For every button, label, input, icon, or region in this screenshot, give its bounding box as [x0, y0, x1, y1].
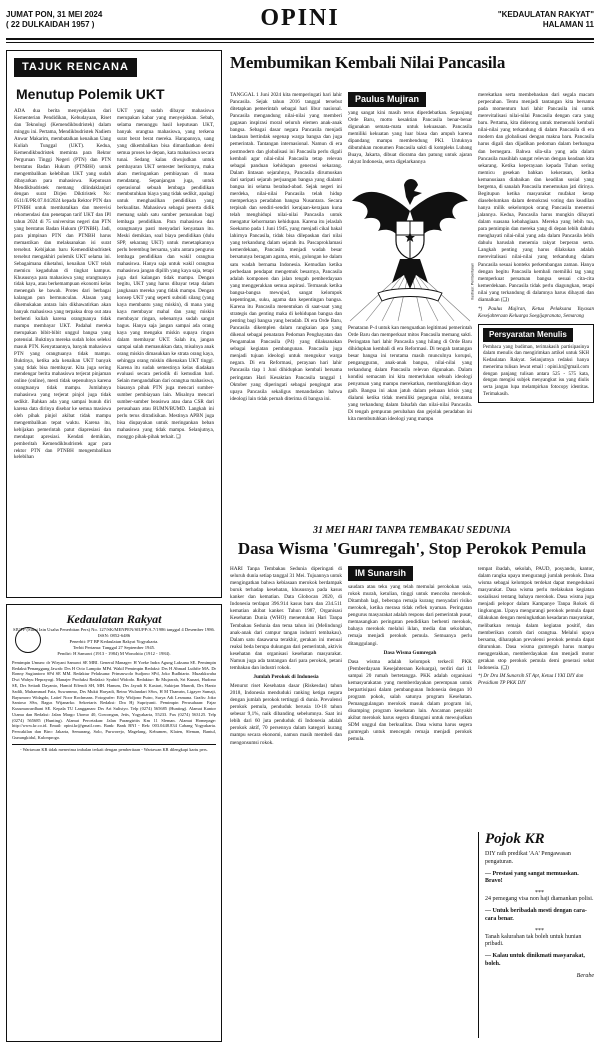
redaksi-paper-name: Kedaulatan Rakyat: [66, 612, 162, 626]
kr-emblem-icon: [15, 627, 41, 653]
writing-requirements-label: Persyaratan Menulis: [483, 328, 573, 342]
pojok-item-3: Tanah kalurahan tak boleh untuk hunian pribadi.: [485, 933, 582, 948]
date-text: JUMAT PON, 31 MEI 2024: [6, 10, 103, 19]
second-column-2b: Dasa wisma adalah kelompok terkecil PKK (Pemberdayaan Kesejahteraan Keluarga), terdiri dari 11 sampai 20 rumah bertetangga. PKK adalah organisasi kemasyarakatan yang memberdayakan perempuan untuk berpartisipasi dalam pembangunan Indonesia dengan 10 program pokok, salah satunya program Kesehatan. Pemanggulangan merokok masuk dalam program ini, disamping program kesehatan lain. Ancaman penyakit akibat merokok harus segera ditangani untuk mewujudkan SDM unggul dan berkualitas. Dasa wisma harus segera gumregah untuk mencegah remaja menjadi perokok pemula.: [348, 658, 472, 743]
main-column-3a: merekatkan serta membebaskan dari segala macam perpecahan. Tentu menjadi tantangan kita bersama pada momentum hari lahir Pancasila ini untuk merevitalisasi nilai-nilai Pancasila dengan cara yang baru. Pertama, kita diderong untuk memenuhi kembali nilai-nilai yang terkandung di dalam Pancasila di era modern dan globalisasi dengan makna baru. Pancasila harus digali dan dijadikan pedoman dalam berbangsa dan bernegara. Bahwa sila-sila yang ada dalam Pancasila masihlah sangat relevan dengan keadaan kita sekarang. Ketika keperayaan kepada Tuhan sering memicu gesekan bahkan kekerasan, ketika kemanusiaan diabaikan dan keadilan sosial yang bergema, di sanalah Pancasila menemukan jati dirinya. Begitupun ketika masyarakat mufakat kerap diasebelumkan dalam demokrasi voting dan keadilan hanya milik sekelompok orang Pancasila menemui jalannya. Kedua, Pancasila harus mungkin dihayati dalam suasana kebahagiaan. Mereka yang lebih tua, para pemimpin dan mereka yang di depan lebih dahulu menghayati nilai-nilai yang ada dalam Pancasila lebih dahulu haruslah menemia rakyat berperan serta. Langkah penting yang harus dilakukan adalah merevitalisasi nilai-nilai yang terkandung dalam Pancasila sesuai konteks perkembangan zaman. Hanya dengan begitu Pancasila kembali memiliki tag yang memperkuat persatuan bangsa sesuai cita-cita kemerdekaan. Pancasila tidak perlu diagungkan, tetapi nilai yang terkandung di dalamnya harus dihayati dan diamalkan (❑): [478, 92, 594, 303]
redaksi-footer: - Wartawan KR tidak menerima imbalan terkait dengan pemberitaan - Wartawan KR dilengkapi kartu pers.: [12, 744, 216, 753]
pojok-separator-1: ***: [535, 890, 544, 897]
redaksi-publisher: Penerbit: PT BP Kedaulatan Rakyat Yogyakarta.: [69, 638, 159, 644]
second-subhead-2: Dasa Wisma Gumregah: [383, 649, 437, 656]
second-article: [230, 566, 594, 826]
masthead: [6, 4, 594, 46]
pojok-item-1: DIY raih predikat 'AA' Pengawasan pengaturan.: [485, 851, 571, 865]
editorial-title: Menutup Polemik UKT: [16, 86, 165, 102]
redaksi-staff: Pemimpin Umum: dr Wiryani Samawi SE MBI. General Manager: H Yoeke Indra Agung Laksana SE. Pemimpin Redaksi/Penanggung Jawab: Drs H Octo Lampito MPd. Wakil Pemimpin Redaksi: Drs H Ahmad Luthfie MA. Dr Ronny Sugiantoro SPd SE MM. Redaktur Pelaksana: Primaswolo Sudjono SPd, Joko Budhiarto. Muzakkwaha Dwi Wahyu Heprayogi. Manajer Produksi Redaksi: Syahid Widodo. Redaktur: Rr Mujarrah, Sri Kunari, Hudono SE, Drs Setiadi Dayanto, Hamid Effendi SH, MH. Hanum, Drs Jayadi K Kastari, Sukirjan Munrdi, Drs Hanto Sadili, Muhammad Faiz, Suwarnmo, Drs Mukti Haryadi, Retno Wulandari SSos, H M Thamrin, Ligayer Sumaji, Bayumoro Widagdo, Latief Noor Rochmans. Fotografer: Effy Widjono Putro, Surya Adi Lesmana. Grafis: Joko Santoso SSn, Bagus Wijanarko. Sekretaris Redaksi: Dra Hj Supriyanti. Pemimpin Perusahaan: Fajar Kusumawardhani SE. Kepala TU Langganan: Drs Ari Sulistyo. Telp (0274) 565685 (Hunting). Alamat Kantor Utama dan Redaksi: Jalan Margo Utomo 40, Gowongan, Jetis, Yogyakarta, 55233. Fax (0274) 563125. Telp (0274) 565685 (Hunting). Alamat Percetakan: Jalan Parangtritis Km 11 Sleman. Alamat Homepage: http://www.kr.co.id. Email: opini.kr@gmail.com. Bank: Bank BNI - Rek: 003.0448.834 Cabang Yogyakarta. Perwakilan dan Biro: Jakarta, Semarang, Solo, Purworejo, Magelang, Kebumen, Klaten, Sleman, Bantul, Gunungkidul, Kulonprogo.: [12, 659, 216, 740]
second-headline: Dasa Wisma 'Gumregah', Stop Perokok Pemula: [237, 539, 587, 558]
main-column-2a: yang sangat kini masih terus diperdebatkan. Sepanjang Orde Baru, motto kesaktian Pancasila benar-benar digunakan semata-mata untuk kekuasaan. Pancasila memiliki kekuatan yang luar biasa dan ampuh karena dipandang mampu membendung PKI. Untuknya dibutuhkan monumen Pancasila sakti di kompleks Lubang Buaya, Jakarta, dibuat diorama dan patung untuk ajaran rakyat Indonesia, serta digelarkannya: [348, 110, 472, 166]
main-signature: *) Paulus Mujiran, Ketua Pelaksana Yayasan Kesejahteraan Keluarga Soegijapranata, Semarang: [478, 305, 594, 319]
main-column-2b: Penataran P-4 untuk kan menguatkan legitimasi pemerintah Orde Baru dan memperkuat mitos Pancasila memang sakti. Peringatan hari lahir Pancasila yang hilang di Orde Baru dihidupkan kembali di era Reformasi. Di tengah tantangan besar bangsa ini terutama masih munculnya korupsi, pengangguran, anak-anak bangsa, nilai-nilai yang terkandung dalam Pancasila relevan digunakan. Dalam kondisi semacam ini kita memerlukan sebuah ideologi penyatuan yang mampu merekatkan, membangkitkan daya gaib. Bangsa ini akan jatuh dalam peluaan krisis yang dialami ketika tidak memiliki pegangan nilai, terutama yang terkandung dalam falsafah dan nilai-nilai Pancasila. Di tengah gempuran perubahan dan gejolak peradaban ini kita membutuhkan ideologi yang mampu: [348, 324, 472, 423]
pojok-response-3: — Kalau untuk dinikmati masyarakat, boleh.: [485, 953, 585, 967]
second-signature: *) Dr Dra IM Sunarsih ST Apt, Ketua I YKI DIY dan Presidium TP PKK DIY: [478, 673, 584, 686]
edition-text: ( 22 DULKAIDAH 1957 ): [6, 20, 95, 29]
masthead-rule-thin: [6, 42, 594, 43]
second-kicker: 31 MEI HARI TANPA TEMBAKAU SEDUNIA: [313, 525, 511, 536]
editorial-box: [6, 50, 222, 598]
page-number: HALAMAN 11: [542, 20, 594, 29]
second-subhead-1: Jumlah Perokok di Indonesia: [253, 673, 319, 680]
section-title: OPINI: [260, 5, 340, 31]
main-article: [230, 92, 594, 518]
second-column-3: [478, 566, 594, 826]
second-column-1b: Menurut riset Kesehatan dasar (Riskesdas) tahun 2018, Indonesia menduduki ranking ketiga negara dengan jumlah perokok tertinggi di dunia. Prevalensi perokok pemula, penduduk berusia 10-18 tahun sebesar 9,1%, naik dibanding sebelumnya. Saat ini lebih dari 60 juta penduduk di Indonesia adalah perokok aktif, 70 persennya dalam kategori kurang mampu secara ekonomi, namun masih membeli dan mengonsumsi rokok.: [230, 683, 342, 746]
second-column-3a: tempat ibadah, sekolah, PAUD, posyandu, kantor, dalam rangka upaya mengurangi jumlah perokok. Dasa wisma sebagai kelompok terdekat dapat mengedukasi masyarakat. Dasa wisma perlu melakukan kegiatan sosialisasi tentang bahaya merokok. Dasa wisma juga menjadi pelopor dalam Kampanye Tanpa Rokok di lingkungan. Upaya mengurangi perokok pemula dapat dilakukan dengan meningkatkan kesadaran masyarakat, melibatkan remaja dalam kegiatan positif, dan memberikan contoh dari orangtua. Melalui upaya bersama, diharapkan prevalensi perokok pemula dapat diturunkan. Dasa wisma gumregah harus mampu menggerakkan, memberdayakan dan menjadi motor gerakan stop perokok pemula demi generasi sehat Indonesia. (❑): [478, 566, 594, 671]
second-column-1a: HARI Tanpa Tembakau Sedunia diperingati di seluruh dunia setiap tanggal 31 Mei. Tujuannya untuk mengingatkan bahwa kebiasaan merokok berdampak buruk terhadap kesehatan, khususnya pada kasus kanker dan kematian. Data Globocan 2020, di Indonesia terdapat 396.914 kasus baru dan 234.511 kematian akibat kanker. Tahun 1987, Organisasi Kesehatan Dunia (WHO) menentukan Hari Tanpa Tembakau Sedunia dan tema tahun ini (Melindungi anak-anak dari campur tangan industri tembakau). Dalam satu dasawarsa terakhir, gerakan ini menuai reaksi beda berupa dukungan dari pemerintah, aktivis kesehatan dan organisasi kesehatan masyarakat. Namun juga ada tantangan dari para perokok, petani tembakau dan industri rokok.: [230, 566, 342, 671]
main-column-2: [348, 92, 475, 518]
main-column-1: TANGGAL 1 Juni 2024 kita memperingati hari lahir Pancasila. Sejak tahun 2016 tanggal tersebut ditetapkan pemerintah sebagai hari libur nasional. Pancasila mengandung nilai-nilai yang memberi gagasan inspirasi moral seluruh elemen anak-anak bangsa. Sebagai dasar negara Pancasila menjadi landasan bertindak segenap warga bangsa dan juga pemerintah. Tantangan internasional. Namun di era postmodern dan globalisasi ini Pancasila perlu digali kembali agar nilai-nilai Pancasila tetap relevan sebagai panduan kehidupan generasi sekarang. Dalam lintasan sejarahnya, Pancasila dirumuskan dari saripati sejarah perjuangan bangsa yang dialami bangsa ini selama berabad-abad. Sejak negeri ini merdeka, nilai-nilai Pancasila telah hidup memperkaya peradaban bangsa Nusantara. Secara terpisah dan sendiri-sendiri kerajaan-kerajaan kuna telah menghidupi nilai-nilai Pancasila untuk mengatur kehormatan kehidupan. Karena itu jelaslah Soekarno pada 1 Juni 1945, yang menjadi cikal bakal lahirnya Pancasila, tidak bisa dilepaskan dari nilai yang terkandung dalam sejarah itu. Pascaproklamasi kemerdekaan, Pancasila menjadi wadah besar bersatunya beragam agama, etnis, golongan ke dalam satu wadah bernama Indonesia. Kemudian ketika perbedaan pendapat mengemuk besarnya, Pancasila adalah komponen dan jalan tengah pemberdayaan yang menggerakkan semua aspirasi. Termasuk ketika bangsa-bangsa mewujud, sangat kelompok kepentingan, suku, agama dan kepentingan bangsa. Karena itu Pancasila menentukan di saat-saat yang strategis dan genting maka di kehidupan bangsa dan penting bagi bangsa yang beradab. Di era Orde Baru, Pancasila dikemplen dalam rangkaian apa yang dikenal sebagai penataran Pedoman Penghayatan dan Pengamalan Pancasila (P4) yang dilaksanakan sebagai kegiatan pembangunan. Pancasila juga menjadi tujuan ideologi untuk mengukur warga negara. Di era Reformasi, perayaan hari lahir Pancasila tiap 1 Juni dihidupkan kembali bersama peringatan Hari Kesaktian Pancasila tanggal 1 Oktober yang diperingati sebagai pengingat atas upaya Pancasila sekaligus menandaskan bahwa ideologi lain tidak pernah diterima di bangsa ini.: [230, 92, 342, 402]
main-byline: Paulus Mujiran: [348, 92, 426, 107]
illustration-caption: Ilustrasi: Pembentukan: [471, 262, 475, 300]
editorial-label: TAJUK RENCANA: [14, 58, 137, 77]
pojok-item-2: 24 pemegang visa non haji diamankan polisi.: [485, 896, 594, 903]
second-byline: IM Sunarsih: [348, 566, 413, 581]
garuda-illustration: [348, 171, 475, 321]
main-headline: Membumikan Kembali Nilai Pancasila: [230, 53, 506, 72]
redaksi-issn: ISSN: 0852-6486: [97, 632, 131, 638]
pojok-response-1: — Prestasi yang sangat memuaskan. Bravo!: [485, 870, 579, 885]
masthead-box: [6, 604, 222, 1042]
redaksi-founders: Pendiri: H Samawi (1913 - 1984) M Wonohito (1912 - 1984).: [57, 650, 171, 656]
writing-requirements-text: Pembaca yang budiman, terimakasih partisipasinya dalam menulis dan mengirimkan artikel untuk SKH Kedaulatan Rakyat. Selanjutnya redaksi hanya menerima tulisan lewat email : opini.kr@gmail.com dengan panjang tulisan antara 525 - 575 kata, dengan mengisi subjek menyangkut isu yang diulis serta jangan lupa melampirkan fotocopy identitas. Terimakasih.: [483, 344, 589, 397]
garuda-svg: [348, 171, 472, 321]
pojok-title: Pojok KR: [485, 831, 545, 847]
pojok-separator-2: ***: [535, 927, 544, 934]
redaksi-siupp: SIUPP (Surat Izin Usaha Penerbitan Pers) No. 127/SK/MENPEN/SIUPP/A.7/1986 tanggal 4 Desember 1986.: [13, 627, 215, 632]
main-column-3: [478, 92, 594, 518]
editorial-column-1: ADA dua berita menyejukkan dari Kementerian Pendidikan, Kebudayaan, Riset dan Teknologi (Kemendikbudristek) dalam minggu ini. Pertama, Mendikbudristek Nadiem Anwar Makarim, membatalkan kenaikan Uang Kuliah Tunggal (UKT). Kedua, Kemendikbudristek meminta para Rektor Perguruan Tinggi Negeri (PTN) dan PTN berstatus Badan Hukum (PTNBH) untuk mengembalikan kelebihan UKT yang sudah dibayarkan para mahasiswa. Keputusan Mendikbudristek memang dilindaklanjuti dengan surat Dirjen Diktiristek No: 0511/E/PR.07.04/2024 kepada Rektor PTN dan PTNBH untuk membatalkan dan merevisi rekomendasi dan penetapan tarif UKT dan IPI tahun 2024 di 75 universitas negeri dan PTN yang berstatus Badan Hukum (PTNBH). Jadi, para pimpinan PTN dan PTNBH harus memastikan dan melaksanakan isi surat tersebut. Kebijakan baru Kemendikbudristek tersebut mengakhiri polemik UKT selama ini. Sebagaimana diketahui, kenaikan UKT telah memicu kegaduhan di tingkat kampus. Khususnya para mahasiswa yang orangtuanya tidak kaya, atau berkemampuan ekonomi kelas menengah ke bawah. Protes dari berbagai kalangan pun bermunculan. Alasan yang dikemukakan antara lain dikhawatirkan akan banyak mahasiswa yang terpaksa drop out atau berhenti kuliah karena orangtuanya tidak mampu membayar UKT. Padahal mereka merupakan bibit-bibit unggul bangsa yang potensial. Buktinya mereka sudah lolos seleksi masuk PTN. Kenyataannya, banyak mahasiswa PTN yang orangtuanya tidak mampu. Buktinya, ketika ada kenaikan UKT banyak yang tidak bisa membayar. Kita juga sering mendengar berita mahasiswa terjerat pinjaman online (online), mesti tidak sepenuhnya karena orangtuanya tidak mampu. Jumlahnya mahasiswa yang terjerat pinjol juga tidak sedikit. Bahkan ada yang sampai bunuh diri karena data dirinya disebar ke semua masiswa oleh pihak pinjol akibat tidak mampu mengembalikan tepat waktu. Karena itu, kebijakan pemerintah patut diapresiasi dan mendapat apresiasi. Kendati demikian, pemberitah Kemendikbudristek agar para rektor PTN dan PTNBH mengembalikan kelebihan: [14, 108, 111, 461]
writing-requirements-box: [478, 324, 594, 403]
pojok-kr-column: [478, 832, 594, 1038]
masthead-info: [498, 10, 594, 30]
second-column-1: [230, 566, 342, 826]
second-column-2: [348, 566, 472, 826]
paper-name: "KEDAULATAN RAKYAT": [497, 10, 594, 19]
editorial-column-2: UKT yang sudah dibayar mahasiswa merupakan kabar yang menyejukkan. Sebab, selama menunggu hasil keputusan UKT, banyak orangtua mahasiswa, yang terkena surat berat berat mereka. Harapannya, uang yang dikembalikan bisa dimanfaatkan demi semua proses ke depan, kata mahasiswa secara tunai. Sedang kalau diwujudkan untuk pembayaran UKT semester berikutnya, maka akan meringankan pembiayaan di masa mendatang. Sepanjangan juga, untuk operasional sebuah lembaga pendidikan membutuhkan biaya yang tidak sedikit, apalagi untuk menghasilkan pendidikan yang berkualitas. Mahasiswa sebagai peserta didik memang salah satu sumber pemasukan bagi lembaga pendidikan. Para mahasiswa dan orangtuanya pasti menyadari kenyataan itu. Meski demikian, soal biaya pendidikan (dulu SPP, sekarang UKT) untuk menetapkannya perlu berembug bersama, yaitu antara pengurus lembaga pendidikan dan wakil orangtua mahasiswa. Hanya saja untuk wakil orangtua mahasiswa jangan dipilih yang kaya saja, tetapi juga dari kalangan tidak mampu. Dengan begitu, UKT yang harus dibayar tetap dalam jangkauan mereka yang tidak mampu. Dengan konsep UKT yang seperti subsidi silang (yang kaya membantu yang miskin), di mana yang kaya membayar mahal dan yang miskin membayar ringan, sebenarnya sudah sangat bagus. Hanya saja jangan sampai ada orang kaya yang mengaku miskin supaya ringan dalam membayar UKT. Salah itu, jangan sampai salah memasukkan data, misalnya anak orang miskin dimasukkan ke strata orang kaya, sehingga orang miskin dikenakan UKT tinggi. Karena itu sudah semestinya kelas diadakan evaluasi secara periodik di kemudian hari. Selain mengandalkan dari orangtua mahasiswa, biasanya pihak PTN juga mencari sumber-sumber pembiayaan lain. Misalnya mencari sumber-sumber beasiswa atau dana CSR dari perusahaan atau BUMN/BUMD. Langkah ini perlu terus ditradisikan. Mestinya APBN juga bisa diupayakan untuk meringankan beban mahasiswa yang tidak mampu. Selanjutnya, monggo pihak-pihak terkait. ❑: [117, 108, 214, 440]
redaksi-first-published: Terbit Pertama: Tanggal 27 September 1945.: [72, 644, 156, 650]
masthead-rule: [6, 38, 594, 40]
second-column-2a: saudara atau teku yang telah memulai perokokan usia, rokok murah, ketulian, tinggi untuk mencoba merokok. Ditambah lagi, beberapa remaja kurang menyadari risiko merokok, ketika merasa tidak reflek nyaman. Peringatan pengurus masyarakat adalah respons dari pemerintah pusat, memasangkan peringatan pendidikan berhenti merokok, bahaya merokok melalui iklan, media dan sekolahan, remaja menjadi perokok pemula. Semuanya perlu ditanggulangi.: [348, 584, 472, 647]
pojok-signature: Berabe: [576, 972, 594, 979]
pojok-response-2: — Untuk beribadah mesti dengan cara-cara benar.: [485, 907, 587, 922]
